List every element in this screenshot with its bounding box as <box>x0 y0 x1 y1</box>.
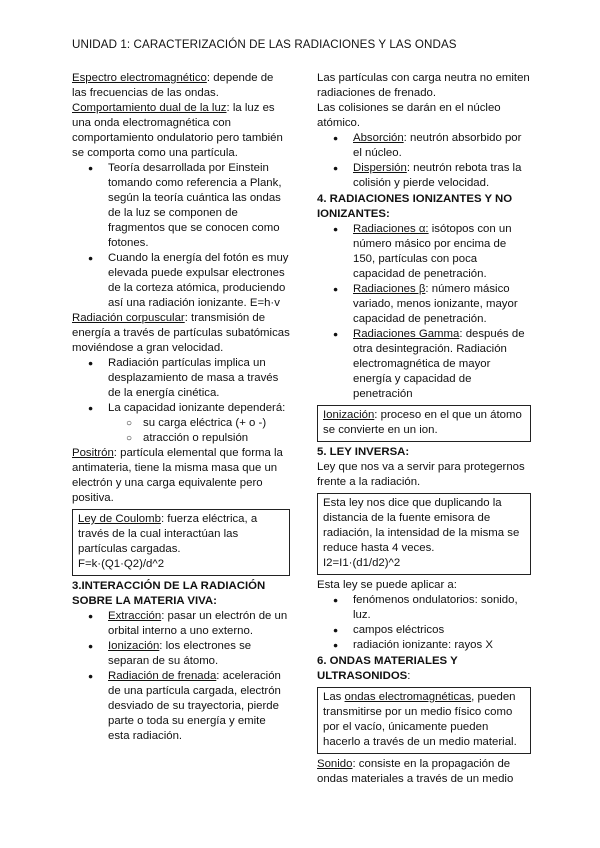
coulomb-paragraph <box>78 512 284 557</box>
sub-list-item: ○ atracción o repulsión <box>72 431 290 446</box>
ondas-term: ondas electromagnéticas <box>344 691 472 703</box>
item-text: isótopos con un número másico por encima de 150, partículas con poca capacidad de penetración. <box>353 223 512 280</box>
item-text: : número másico variado, menos ionizante, mayor capacidad de penetración. <box>353 283 518 325</box>
list-item: ● fenómenos ondulatorios: sonido, luz. <box>317 593 531 623</box>
aplicar-paragraph: Esta ley se puede aplicar a: <box>317 579 457 591</box>
aplicar-list <box>317 593 531 653</box>
coulomb-formula: F=k·(Q1·Q2)/d^2 <box>78 558 165 570</box>
colisiones-paragraph: Las colisiones se darán en el núcleo atómico. <box>317 102 501 129</box>
coulomb-box <box>72 509 290 576</box>
section6-colon: : <box>407 670 411 682</box>
ondas-text: , pueden transmitirse por un medio físico como por el vacío, únicamente pueden hacerlo a través de un medio material. <box>323 691 517 748</box>
list-item: ● Cuando la energía del fotón es muy elevada puede expulsar electrones de la corteza atómica, produciendo así una radiación ionizante. E=h·v <box>72 251 290 311</box>
list-item <box>317 131 531 161</box>
corpuscular-term: Radiación corpuscular <box>72 312 185 324</box>
item-term: Radiaciones α: <box>353 223 429 235</box>
colision-list <box>317 131 531 191</box>
list-item: ● Radiación partículas implica un desplazamiento de masa a través de la energía cinética. <box>72 356 290 401</box>
section6-heading-text: 6. ONDAS MATERIALES Y ULTRASONIDOS <box>317 655 458 682</box>
list-item <box>72 639 290 669</box>
section6-heading <box>317 654 531 684</box>
ionizacion-box <box>317 405 531 442</box>
ondas-box <box>317 687 531 754</box>
corpuscular-text: : transmisión de energía a través de partículas subatómicas moviéndose a gran velocidad. <box>72 312 290 354</box>
ley-paragraph: Ley que nos va a servir para protegernos frente a la radiación. <box>317 461 525 488</box>
right-column <box>317 71 531 787</box>
coulomb-term: Ley de Coulomb <box>78 513 161 525</box>
item-term: Radiaciones Gamma <box>353 328 460 340</box>
sonido-term: Sonido <box>317 758 353 770</box>
positron-term: Positrón <box>72 447 114 459</box>
dual-paragraph <box>72 101 290 161</box>
list-item <box>72 609 290 639</box>
page-header: UNIDAD 1: CARACTERIZACIÓN DE LAS RADIACIONES Y LAS ONDAS <box>72 38 457 51</box>
list-item: ● radiación ionizante: rayos X <box>317 638 531 653</box>
sonido-paragraph <box>317 757 531 787</box>
list-item: ● La capacidad ionizante dependerá: <box>72 401 290 416</box>
ionizacion-term: Ionización <box>323 409 375 421</box>
item-term: Radiación de frenada <box>108 670 217 682</box>
list-item <box>317 282 531 327</box>
list-item: ● campos eléctricos <box>317 623 531 638</box>
list-item <box>72 669 290 744</box>
neutral-paragraph: Las partículas con carga neutra no emiten radiaciones de frenado. <box>317 72 530 99</box>
item-term: Radiaciones β <box>353 283 426 295</box>
ondas-paragraph <box>323 690 525 750</box>
ley-formula: I2=I1·(d1/d2)^2 <box>323 557 401 569</box>
item-term: Extracción <box>108 610 162 622</box>
espectro-text: : depende de las frecuencias de las ondas. <box>72 72 274 99</box>
section5-heading: 5. LEY INVERSA: <box>317 446 410 458</box>
item-text: : neutrón rebota tras la colisión y pierde velocidad. <box>353 162 522 189</box>
ley-box-text: Esta ley nos dice que duplicando la distancia de la fuente emisora de radiación, la intensidad de la misma se reduce hasta 4 veces. <box>323 497 520 554</box>
item-text: : pasar un electrón de un orbital interno a uno externo. <box>108 610 288 637</box>
sub-list-item: ○ su carga eléctrica (+ o -) <box>72 416 290 431</box>
list-item <box>317 327 531 402</box>
espectro-paragraph <box>72 71 290 101</box>
item-text: : aceleración de una partícula cargada, electrón desviado de su trayectoria, pierde parte o toda su energía y emite esta radiación. <box>108 670 281 742</box>
sonido-text: : consiste en la propagación de ondas materiales a través de un medio <box>317 758 514 785</box>
list-item <box>317 161 531 191</box>
dual-term: Comportamiento dual de la luz <box>72 102 227 114</box>
item-term: Ionización <box>108 640 160 652</box>
espectro-term: Espectro electromagnético <box>72 72 207 84</box>
corpuscular-list <box>72 356 290 446</box>
dual-text: : la luz es una onda electromagnética con comportamiento ondulatorio pero también se comporta como una partícula. <box>72 102 283 159</box>
item-text: : neutrón absorbido por el núcleo. <box>353 132 522 159</box>
item-term: Absorción <box>353 132 404 144</box>
ley-box <box>317 493 531 575</box>
item-term: Dispersión <box>353 162 407 174</box>
list-item <box>317 222 531 282</box>
left-column <box>72 71 290 744</box>
section3-heading: 3.INTERACCIÓN DE LA RADIACIÓN SOBRE LA MATERIA VIVA: <box>72 580 266 607</box>
section4-heading: 4. RADIACIONES IONIZANTES Y NO IONIZANTES: <box>317 193 513 220</box>
list-item: ● Teoría desarrollada por Einstein tomando como referencia a Plank, según la teoría cuántica las ondas de la luz se componen de fragmentos que se conocen como fotones. <box>72 161 290 251</box>
section4-list <box>317 222 531 402</box>
item-text: : después de otra desintegración. Radiación electromagnética de mayor energía y capacidad de penetración <box>353 328 525 400</box>
ionizacion-text: : proceso en el que un átomo se convierte en un ion. <box>323 409 522 436</box>
section3-list <box>72 609 290 744</box>
item-text: : los electrones se separan de su átomo. <box>108 640 252 667</box>
dual-list <box>72 161 290 311</box>
positron-text: : partícula elemental que forma la antimateria, tiene la misma masa que un electrón y una carga equivalente pero positiva. <box>72 447 283 504</box>
corpuscular-paragraph <box>72 311 290 356</box>
ionizacion-paragraph <box>323 408 525 438</box>
coulomb-text: : fuerza eléctrica, a través de la cual interactúan las partículas cargadas. <box>78 513 258 555</box>
positron-paragraph <box>72 446 290 506</box>
ondas-pre: Las <box>323 691 345 703</box>
